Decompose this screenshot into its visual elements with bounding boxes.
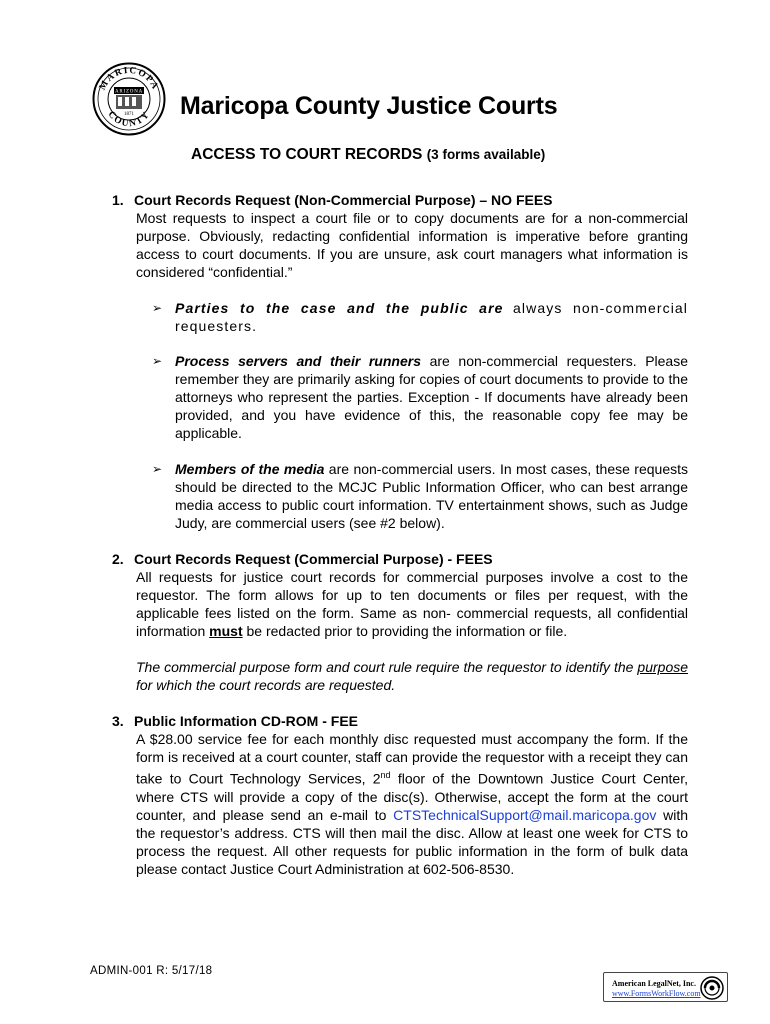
bullet-arrow-icon: ➢ [152,301,163,315]
seal-year: 1871 [124,112,134,117]
section-3 [112,712,688,878]
section-2-body [136,568,688,640]
seal-top-text: MARICOPA [97,65,161,93]
bullet-arrow-icon: ➢ [152,462,163,476]
section-2-note-post: for which the court records are requested. [136,677,396,693]
publisher-logo-icon [700,976,724,1000]
section-2 [112,550,688,694]
section-2-note [136,658,688,694]
section-3-body [136,730,688,878]
section-1-number: 1. [112,192,124,208]
bullet-parties-lead: Parties to the case and the public are [175,300,504,316]
bullet-process-servers [152,352,688,442]
bullet-process-servers-text: are non-commercial requesters. Please remember they are primarily asking for copies of court documents to provide to the attorneys who represent the parties. Exception - If documents have already been provided, and you have evidence of this, the reasonable copy fee may be applicable. [175,353,688,441]
document-title [191,146,545,164]
bullet-parties [152,299,688,335]
section-2-body-emphasis: must [209,623,243,639]
form-id: ADMIN-001 R: 5/17/18 [90,965,213,977]
section-3-body-b: floor of the Downtown Justice Court Center, where CTS will provide a copy of the disc(s). Otherwise, accept the form at the court counter, and please send an e-mail to [136,770,688,823]
organization-title: Maricopa County Justice Courts [180,92,558,120]
section-3-number: 3. [112,713,124,729]
bullet-arrow-icon: ➢ [152,354,163,368]
section-2-body-pre: All requests for justice court records for commercial purposes involve a cost to the requestor. The form allows for up to ten documents or files per request, with the applicable fees listed on the form. Same as non- commercial requests, all confidential information [136,569,688,639]
bullet-media [152,460,688,532]
bullet-media-text: are non-commercial users. In most cases, these requests should be directed to the MCJC Public Information Officer, who can best arrange media access to public court information. TV entertainment shows, such as Judge Judy, are commercial users (see #2 below). [175,461,689,531]
section-3-heading [112,712,688,730]
bullet-process-servers-lead: Process servers and their runners [175,353,421,369]
email-link[interactable]: CTSTechnicalSupport@mail.maricopa.gov [393,806,657,823]
section-1 [112,191,688,281]
bullet-parties-text: always non-commercial requesters. [175,300,689,334]
section-1-body: Most requests to inspect a court file or to copy documents are for a non-commercial purpose. Obviously, redacting confidential information is imperative before granting access to court documents. If you are unsure, ask court managers what information is considered “confidential.” [136,210,688,280]
section-2-note-emphasis: purpose [637,659,689,675]
document-title-main: ACCESS TO COURT RECORDS [191,146,423,163]
section-2-number: 2. [112,551,124,567]
section-2-body-post: be redacted prior to providing the information or file. [246,623,568,639]
section-1-heading [112,191,688,209]
section-3-heading-text: Public Information CD-ROM - FEE [134,713,358,729]
section-3-body-c: with the requestor’s address. CTS will then mail the disc. Allow at least one week for CTS to process the request. All other requests for public information in the form of bulk data please contact Justice Court Administration at 602-506-8530. [136,806,688,877]
publisher-name: American LegalNet, Inc. [612,979,696,988]
section-3-body-a: A $28.00 service fee for each monthly disc requested must accompany the form. If the form is received at a court counter, staff can provide the requestor with a receipt they can take to Court Technology Services, 2 [136,731,688,787]
section-2-heading-text: Court Records Request (Commercial Purpose) - FEES [134,551,493,567]
seal-bottom-text: COUNTY [105,109,153,130]
seal-band-text: ARIZONA [114,89,144,95]
section-1-heading-text: Court Records Request (Non-Commercial Purpose) – NO FEES [134,192,553,208]
section-2-note-pre: The commercial purpose form and court rule require the requestor to identify the [136,659,634,675]
publisher-badge [603,972,728,1002]
section-3-body-sup: nd [380,770,391,780]
document-title-subtitle: (3 forms available) [426,147,546,162]
county-seal [92,62,166,136]
section-2-heading [112,550,688,568]
publisher-link[interactable]: www.FormsWorkFlow.com [612,989,701,998]
bullet-media-lead: Members of the media [175,461,325,477]
